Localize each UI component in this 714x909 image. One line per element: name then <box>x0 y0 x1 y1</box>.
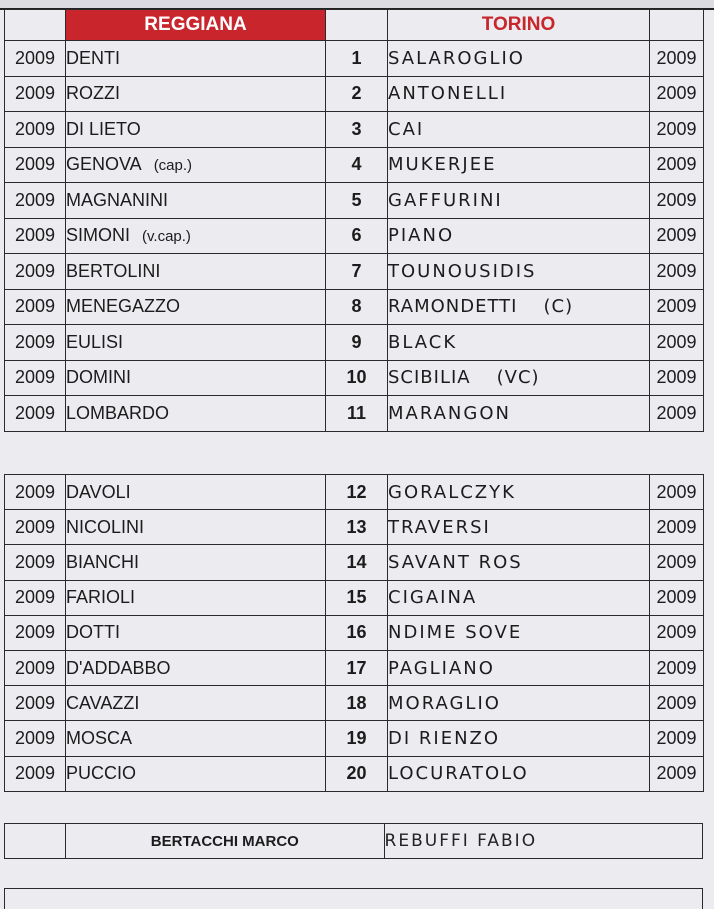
shirt-number: 20 <box>326 756 388 791</box>
away-player-year: 2009 <box>650 615 704 650</box>
away-player-name: SALAROGLIO <box>388 47 525 69</box>
home-player-name: DOMINI <box>66 367 131 388</box>
home-player-cell <box>66 183 326 219</box>
player-row <box>5 510 704 545</box>
away-player-year: 2009 <box>650 475 704 510</box>
home-player-year: 2009 <box>5 615 66 650</box>
home-player-cell <box>66 615 326 650</box>
player-row <box>5 112 704 148</box>
home-player-name: CAVAZZI <box>66 692 140 713</box>
shirt-number: 5 <box>326 183 388 219</box>
home-player-year: 2009 <box>5 289 66 325</box>
player-row <box>5 360 704 396</box>
home-player-name: MENEGAZZO <box>66 296 181 317</box>
away-player-role: (C) <box>543 296 574 318</box>
away-player-year: 2009 <box>650 183 704 219</box>
home-player-year: 2009 <box>5 76 66 112</box>
away-player-year: 2009 <box>650 325 704 361</box>
away-player-name: SAVANT ROS <box>388 551 523 573</box>
home-player-role: (cap.) <box>153 157 193 175</box>
away-player-cell <box>388 721 650 756</box>
home-player-cell <box>66 325 326 361</box>
shirt-number: 13 <box>326 510 388 545</box>
away-player-cell <box>388 325 650 361</box>
away-player-cell <box>388 650 650 685</box>
shirt-number: 2 <box>326 76 388 112</box>
shirt-number: 15 <box>326 580 388 615</box>
shirt-number: 16 <box>326 615 388 650</box>
away-player-name: MUKERJEE <box>388 154 497 176</box>
away-player-cell <box>388 183 650 219</box>
home-player-year: 2009 <box>5 756 66 791</box>
away-player-name: LOCURATOLO <box>388 763 529 785</box>
home-player-year: 2009 <box>5 475 66 510</box>
away-player-year: 2009 <box>650 580 704 615</box>
away-player-year: 2009 <box>650 254 704 290</box>
home-player-cell <box>66 41 326 77</box>
home-player-name: ROZZI <box>66 83 120 104</box>
shirt-number: 9 <box>326 325 388 361</box>
home-player-cell <box>66 475 326 510</box>
away-player-cell <box>388 112 650 148</box>
away-player-name: NDIME SOVE <box>388 622 523 644</box>
shirt-number: 1 <box>326 41 388 77</box>
away-player-year: 2009 <box>650 545 704 580</box>
home-player-name: FARIOLI <box>66 587 136 608</box>
home-player-cell <box>66 686 326 721</box>
shirt-number: 19 <box>326 721 388 756</box>
home-player-year: 2009 <box>5 396 66 432</box>
home-player-role: (v.cap.) <box>142 228 191 246</box>
home-player-name: DI LIETO <box>66 118 141 139</box>
home-player-name: LOMBARDO <box>66 402 170 423</box>
home-player-year: 2009 <box>5 580 66 615</box>
home-player-cell <box>66 396 326 432</box>
home-player-cell <box>66 147 326 183</box>
away-player-cell <box>388 686 650 721</box>
player-row <box>5 289 704 325</box>
away-player-name: BLACK <box>388 331 458 353</box>
away-team-header: TORINO <box>388 10 650 41</box>
away-player-cell <box>388 510 650 545</box>
away-player-cell <box>388 396 650 432</box>
home-player-cell <box>66 510 326 545</box>
away-player-cell <box>388 254 650 290</box>
away-player-name: ANTONELLI <box>388 83 508 105</box>
home-player-cell <box>66 545 326 580</box>
away-player-year: 2009 <box>650 650 704 685</box>
home-player-cell <box>66 218 326 254</box>
home-player-year: 2009 <box>5 325 66 361</box>
away-player-name: GAFFURINI <box>388 189 503 211</box>
shirt-number: 11 <box>326 396 388 432</box>
away-player-name: DI RIENZO <box>388 727 501 749</box>
shirt-number: 17 <box>326 650 388 685</box>
shirt-number: 8 <box>326 289 388 325</box>
away-player-year: 2009 <box>650 510 704 545</box>
away-player-year: 2009 <box>650 112 704 148</box>
shirt-number: 6 <box>326 218 388 254</box>
away-player-year: 2009 <box>650 686 704 721</box>
home-player-cell <box>66 360 326 396</box>
home-player-cell <box>66 254 326 290</box>
away-player-year: 2009 <box>650 289 704 325</box>
shirt-number: 4 <box>326 147 388 183</box>
player-row <box>5 650 704 685</box>
table-header <box>5 10 704 41</box>
away-player-year: 2009 <box>650 147 704 183</box>
away-player-cell <box>388 289 650 325</box>
away-player-role: (VC) <box>496 367 540 389</box>
away-player-name: PAGLIANO <box>388 657 495 679</box>
away-player-cell <box>388 580 650 615</box>
home-player-year: 2009 <box>5 721 66 756</box>
away-player-name: SCIBILIA <box>388 367 471 389</box>
away-player-cell <box>388 615 650 650</box>
away-player-name: GORALCZYK <box>388 481 516 503</box>
player-row <box>5 545 704 580</box>
home-player-cell <box>66 721 326 756</box>
home-player-name: NICOLINI <box>66 516 145 537</box>
away-player-cell <box>388 147 650 183</box>
shirt-number: 12 <box>326 475 388 510</box>
home-player-name: SIMONI <box>66 225 131 246</box>
home-player-cell <box>66 112 326 148</box>
away-player-name: CAI <box>388 118 425 140</box>
away-player-cell <box>388 76 650 112</box>
shirt-number: 18 <box>326 686 388 721</box>
away-player-name: MARANGON <box>388 402 511 424</box>
player-row <box>5 254 704 290</box>
away-player-cell <box>388 360 650 396</box>
coach-row <box>5 824 703 859</box>
home-player-year: 2009 <box>5 650 66 685</box>
home-player-year: 2009 <box>5 218 66 254</box>
away-player-year: 2009 <box>650 218 704 254</box>
home-player-cell <box>66 289 326 325</box>
away-player-name: TRAVERSI <box>388 516 491 538</box>
home-player-name: MAGNANINI <box>66 189 169 210</box>
home-player-name: PUCCIO <box>66 763 137 784</box>
away-player-year: 2009 <box>650 360 704 396</box>
player-row <box>5 76 704 112</box>
home-player-year: 2009 <box>5 686 66 721</box>
shirt-number: 14 <box>326 545 388 580</box>
substitutes-table <box>4 474 704 792</box>
away-coach-name: REBUFFI FABIO <box>384 824 702 859</box>
player-row <box>5 41 704 77</box>
home-player-year: 2009 <box>5 510 66 545</box>
away-player-year: 2009 <box>650 76 704 112</box>
away-player-name: CIGAINA <box>388 587 478 609</box>
shirt-number: 3 <box>326 112 388 148</box>
home-player-year: 2009 <box>5 183 66 219</box>
away-player-name: MORAGLIO <box>388 692 501 714</box>
home-player-year: 2009 <box>5 147 66 183</box>
shirt-number: 10 <box>326 360 388 396</box>
starters-table <box>4 9 704 432</box>
away-player-year: 2009 <box>650 756 704 791</box>
home-player-name: BIANCHI <box>66 551 140 572</box>
player-row <box>5 147 704 183</box>
away-player-cell <box>388 475 650 510</box>
away-player-cell <box>388 756 650 791</box>
away-player-cell <box>388 218 650 254</box>
player-row <box>5 396 704 432</box>
away-player-year: 2009 <box>650 721 704 756</box>
home-player-cell <box>66 650 326 685</box>
home-player-year: 2009 <box>5 360 66 396</box>
away-player-year: 2009 <box>650 41 704 77</box>
away-player-cell <box>388 41 650 77</box>
bottom-box <box>4 888 703 909</box>
player-row <box>5 183 704 219</box>
home-player-name: DAVOLI <box>66 481 131 502</box>
coaches-table <box>4 823 703 859</box>
home-player-name: DENTI <box>66 47 120 68</box>
home-player-year: 2009 <box>5 545 66 580</box>
player-row <box>5 615 704 650</box>
home-player-year: 2009 <box>5 112 66 148</box>
home-player-name: BERTOLINI <box>66 260 161 281</box>
home-player-name: EULISI <box>66 331 124 352</box>
away-player-name: RAMONDETTI <box>388 296 518 318</box>
player-row <box>5 721 704 756</box>
player-row <box>5 756 704 791</box>
home-player-name: MOSCA <box>66 727 133 748</box>
shirt-number: 7 <box>326 254 388 290</box>
home-team-header: REGGIANA <box>66 10 326 41</box>
player-row <box>5 580 704 615</box>
home-player-name: D'ADDABBO <box>66 657 171 678</box>
home-player-cell <box>66 756 326 791</box>
away-player-cell <box>388 545 650 580</box>
away-player-name: PIANO <box>388 225 455 247</box>
home-player-name: GENOVA <box>66 154 142 175</box>
player-row <box>5 686 704 721</box>
away-player-name: TOUNOUSIDIS <box>388 260 537 282</box>
player-row <box>5 475 704 510</box>
player-row <box>5 218 704 254</box>
home-player-year: 2009 <box>5 254 66 290</box>
home-player-cell <box>66 580 326 615</box>
home-player-cell <box>66 76 326 112</box>
home-player-name: DOTTI <box>66 622 120 643</box>
home-coach-name: BERTACCHI MARCO <box>66 824 384 859</box>
home-player-year: 2009 <box>5 41 66 77</box>
away-player-year: 2009 <box>650 396 704 432</box>
player-row <box>5 325 704 361</box>
